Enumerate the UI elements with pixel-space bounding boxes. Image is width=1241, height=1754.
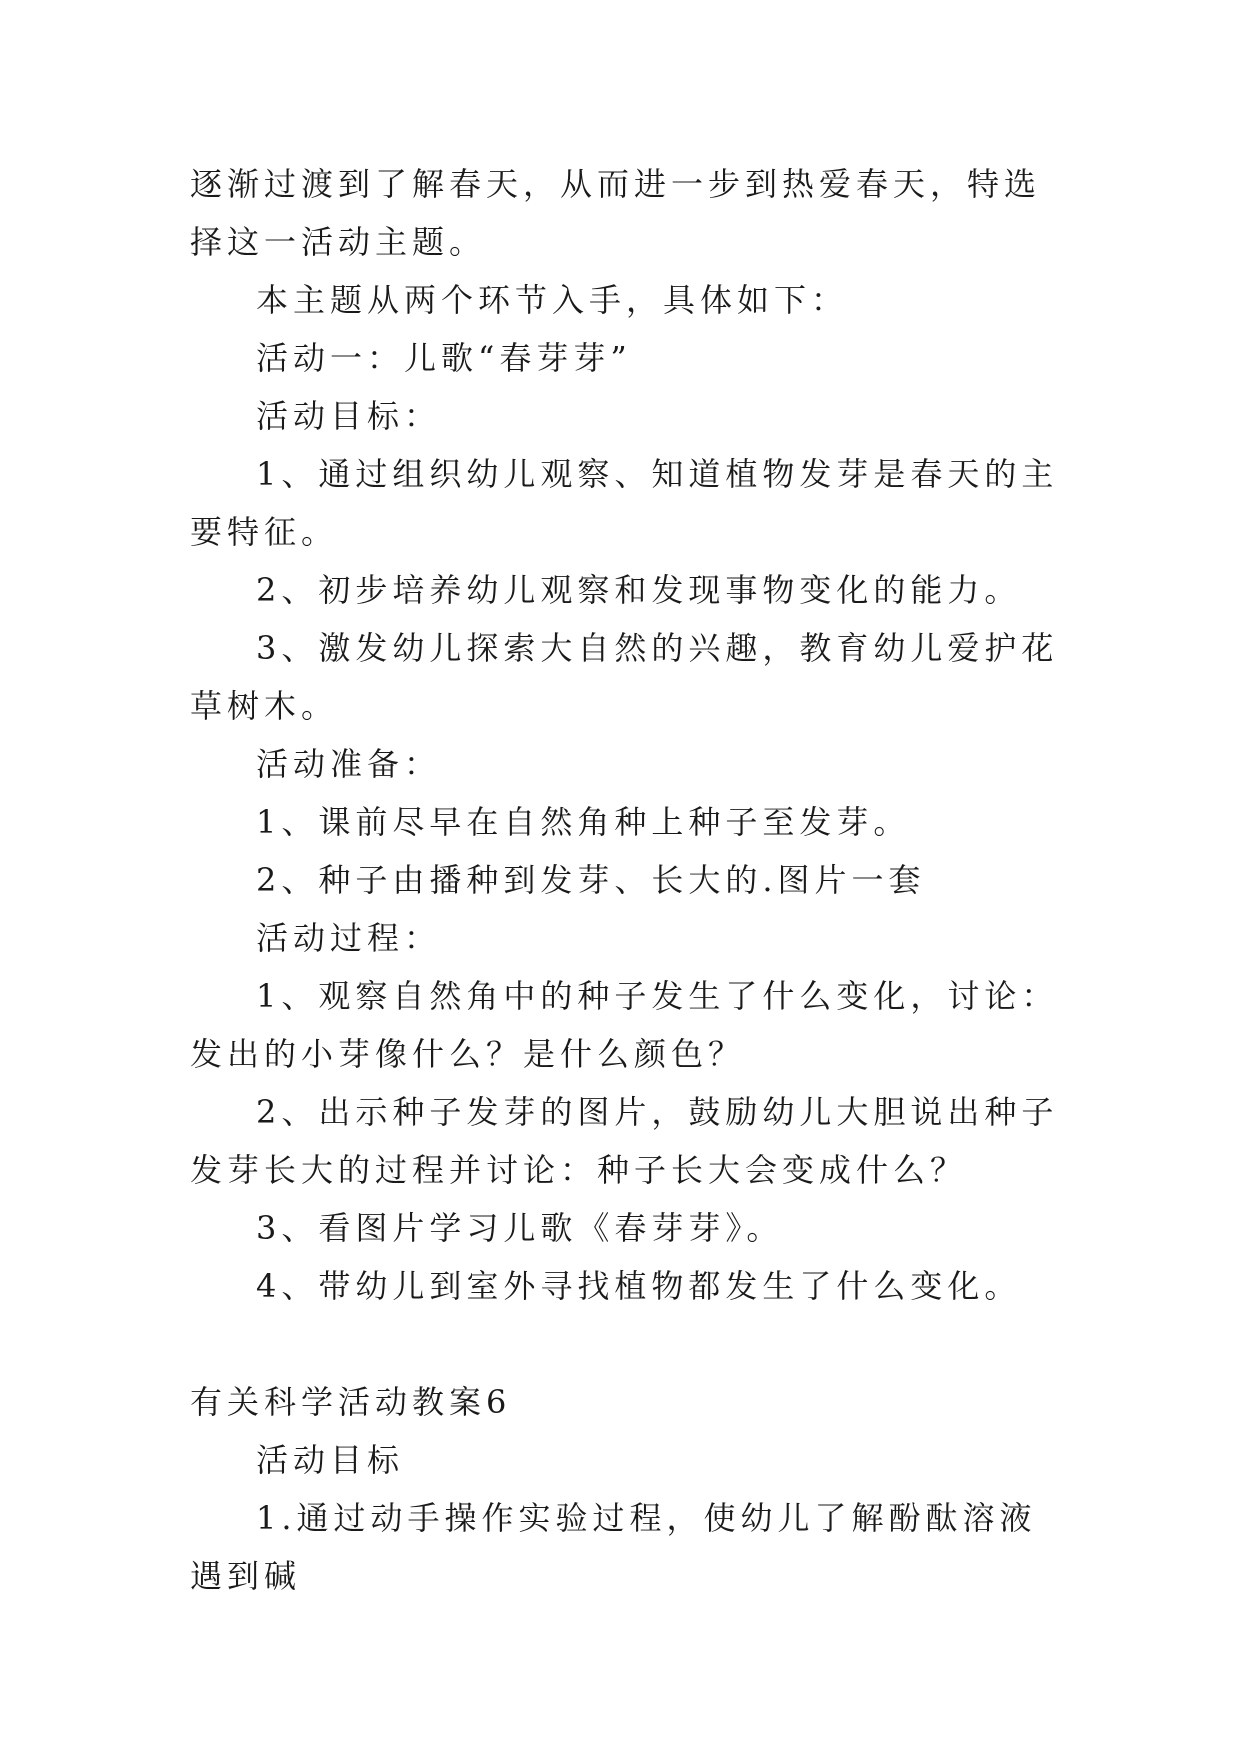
list-item: 1、通过组织幼儿观察、知道植物发芽是春天的主要特征。 <box>190 455 1059 551</box>
paragraph: 本主题从两个环节入手，具体如下： <box>256 281 849 319</box>
activity-heading: 活动一：儿歌“春芽芽” <box>256 339 632 377</box>
section-spacer <box>190 1315 1060 1373</box>
list-item: 2、初步培养幼儿观察和发现事物变化的能力。 <box>256 571 1022 609</box>
document-body <box>190 155 1060 1605</box>
list-item: 1.通过动手操作实验过程，使幼儿了解酚酞溶液遇到碱 <box>190 1499 1037 1595</box>
goals-label: 活动目标： <box>256 397 442 435</box>
list-item: 3、看图片学习儿歌《春芽芽》。 <box>256 1209 784 1247</box>
paragraph: 逐渐过渡到了解春天，从而进一步到热爱春天，特选择这一活动主题。 <box>190 165 1042 261</box>
process-label: 活动过程： <box>256 919 442 957</box>
list-item: 1、课前尽早在自然角种上种子至发芽。 <box>256 803 911 841</box>
preparation-label: 活动准备： <box>256 745 442 783</box>
list-item: 2、种子由播种到发芽、长大的.图片一套 <box>256 861 926 899</box>
list-item: 1、观察自然角中的种子发生了什么变化，讨论：发出的小芽像什么？是什么颜色？ <box>190 977 1059 1073</box>
list-item: 4、带幼儿到室外寻找植物都发生了什么变化。 <box>256 1267 1022 1305</box>
goals-label: 活动目标 <box>256 1441 405 1479</box>
section-title: 有关科学活动教案6 <box>190 1383 512 1421</box>
list-item: 2、出示种子发芽的图片，鼓励幼儿大胆说出种子发芽长大的过程并讨论：种子长大会变成什么？ <box>190 1093 1059 1189</box>
list-item: 3、激发幼儿探索大自然的兴趣，教育幼儿爱护花草树木。 <box>190 629 1059 725</box>
